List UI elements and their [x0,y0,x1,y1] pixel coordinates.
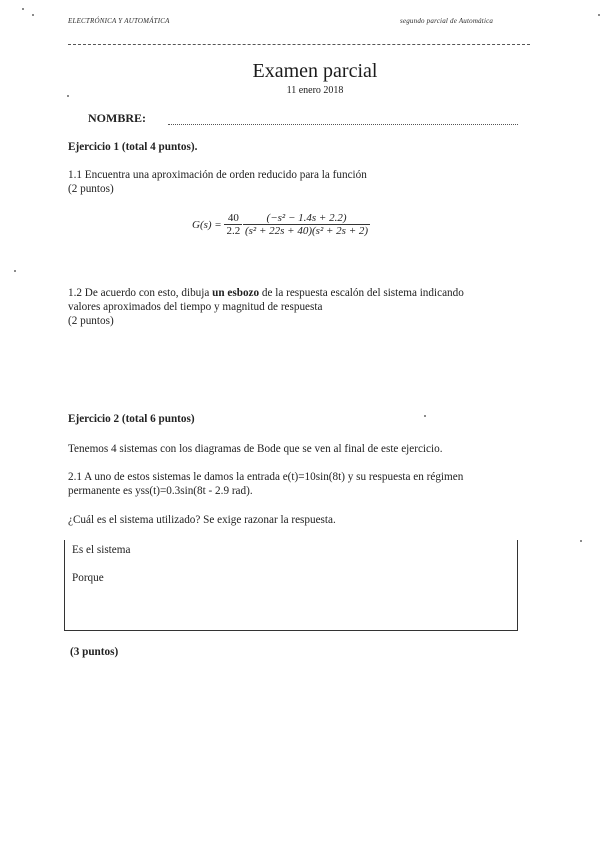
formula-polynomial-fraction [243,212,370,237]
name-field-line[interactable] [168,124,518,125]
question-number: 1.1 [68,169,82,181]
formula-lhs: G(s) = [192,218,222,231]
formula-den-const: 2.2 [226,225,241,237]
question-1-2 [68,286,518,300]
header-exam-type: segundo parcial de Automática [400,17,494,25]
transfer-function-formula [192,212,370,237]
formula-num-const: 40 [227,212,239,224]
question-2-1 [68,470,523,484]
exercise-1-heading: Ejercicio 1 (total 4 puntos). [68,141,198,153]
header-rule [68,44,530,45]
question-text: De acuerdo con esto, dibuja [84,287,210,299]
question-text: A uno de estos sistemas le damos la entrada e(t)=10sin(8t) y su respuesta en régimen [84,471,464,483]
question-1-2-points: (2 puntos) [68,315,114,327]
answer-box[interactable] [64,540,518,631]
answer-label-reason: Porque [72,572,104,584]
formula-num-poly: (−s² − 1.4s + 2.2) [266,212,347,224]
scan-speck [67,95,69,97]
formula-constant-fraction [224,212,242,237]
scan-speck [580,540,582,542]
scan-speck [424,415,426,417]
question-1-1 [68,168,367,182]
page-title: Examen parcial [252,60,378,82]
scan-speck [14,270,16,272]
exercise-2-intro: Tenemos 4 sistemas con los diagramas de Bode que se ven al final de este ejercicio. [68,443,443,455]
question-number: 1.2 [68,287,82,299]
question-number: 2.1 [68,471,82,483]
question-emphasis: un esbozo [212,287,260,299]
question-text-continued: de la respuesta escalón del sistema indicando [261,287,464,299]
question-1-2-line-2: valores aproximados del tiempo y magnitud de respuesta [68,301,323,313]
question-2-1-points: (3 puntos) [70,646,119,658]
question-2-1-prompt: ¿Cuál es el sistema utilizado? Se exige razonar la respuesta. [68,514,336,526]
question-text: Encuentra una aproximación de orden reducido para la función [84,169,367,181]
formula-den-poly: (s² + 22s + 40)(s² + 2s + 2) [244,225,369,237]
header-course: ELECTRÓNICA Y AUTOMÁTICA [68,17,170,25]
name-label: NOMBRE: [88,111,146,125]
question-1-1-points: (2 puntos) [68,183,114,195]
scan-speck [32,14,34,16]
exam-date: 11 enero 2018 [286,85,344,96]
scan-speck [22,8,24,10]
question-2-1-line-2: permanente es yss(t)=0.3sin(8t - 2.9 rad). [68,485,253,497]
answer-label-system: Es el sistema [72,544,131,556]
exercise-2-heading: Ejercicio 2 (total 6 puntos) [68,413,195,425]
